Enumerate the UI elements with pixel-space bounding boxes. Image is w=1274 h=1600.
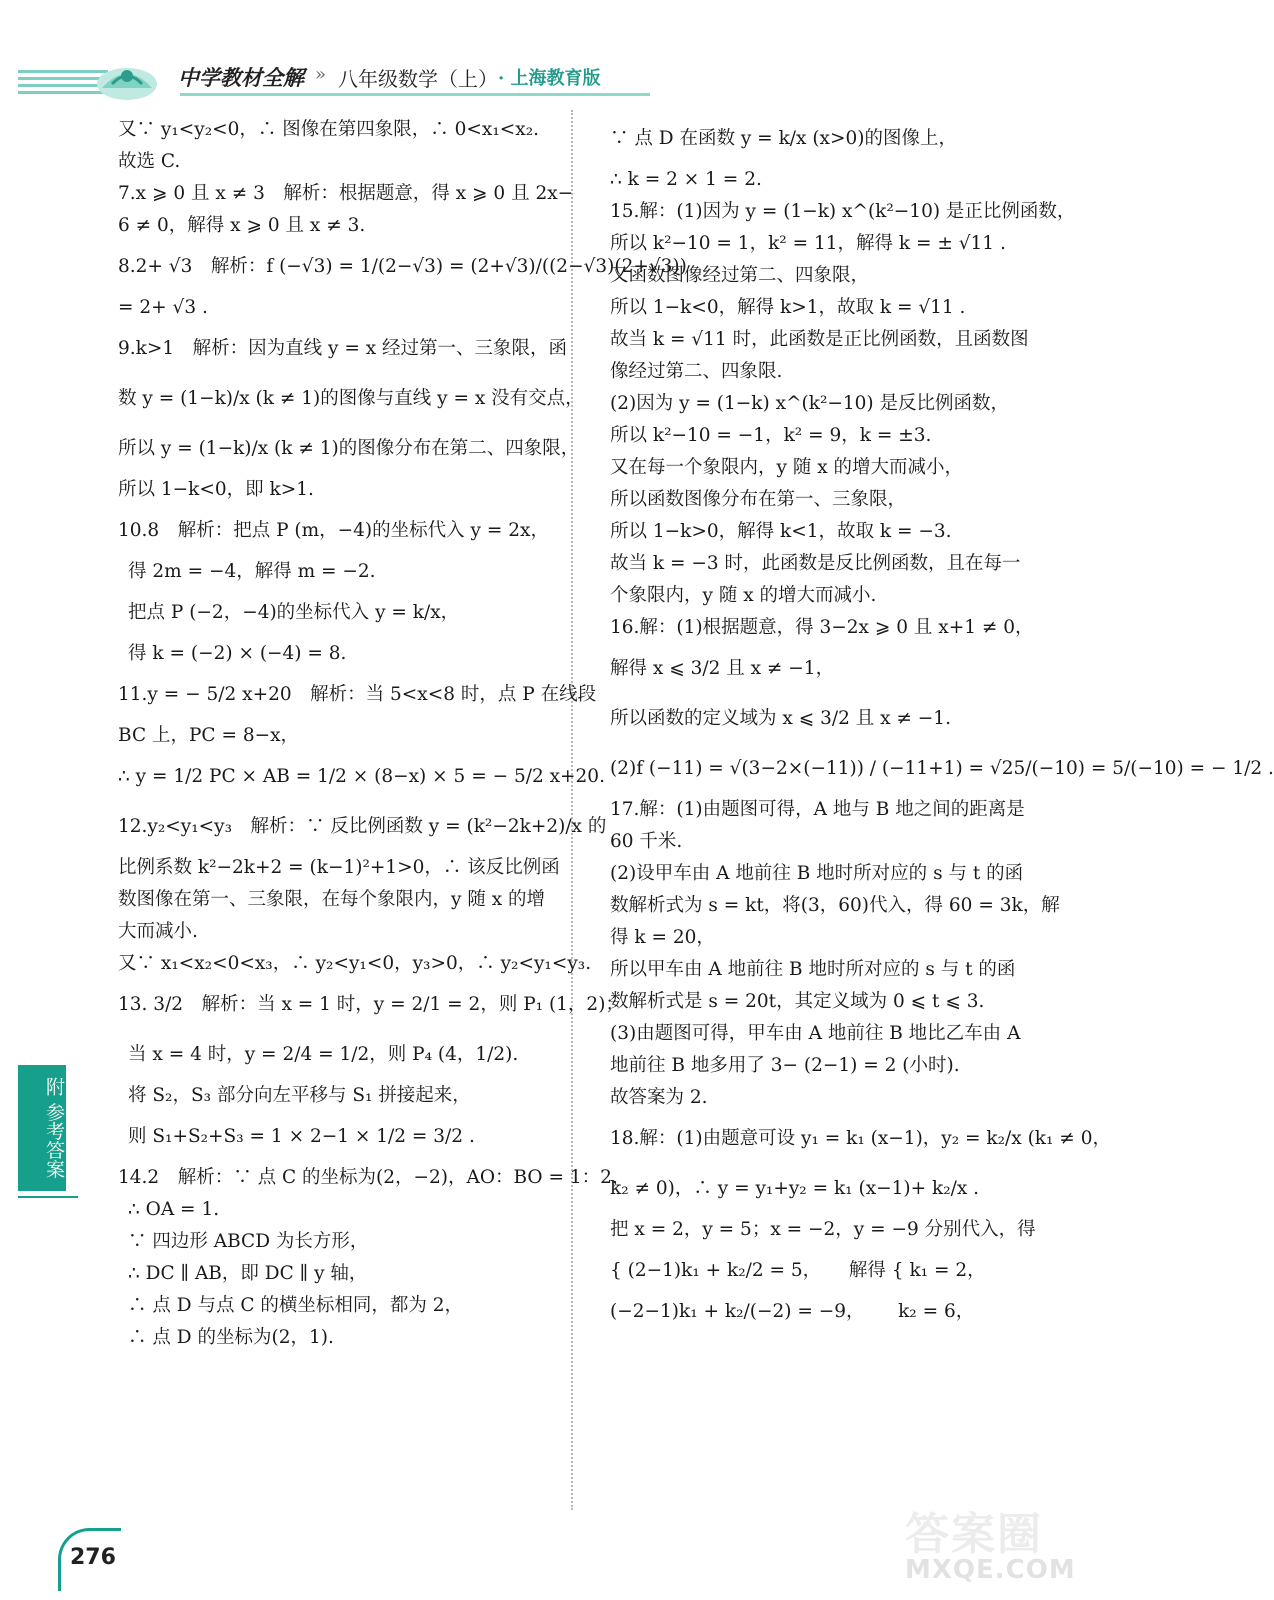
- book-subtitle: 八年级数学（上）: [338, 67, 498, 91]
- text-line: 所以甲车由 A 地前往 B 地时所对应的 s 与 t 的函: [610, 959, 1016, 980]
- text-line: BC 上，PC = 8−x，: [118, 725, 300, 746]
- text-line: 6 ≠ 0，解得 x ⩾ 0 且 x ≠ 3.: [118, 215, 366, 236]
- page-number: 276: [70, 1545, 116, 1570]
- text-line: 得 k = (−2) × (−4) = 8.: [128, 643, 347, 664]
- text-line: 故选 C.: [118, 151, 181, 172]
- text-line: 解得 x ⩽ 3/2 且 x ≠ −1，: [610, 658, 835, 679]
- text-line: (2)f (−11) = √(3−2×(−11)) / (−11+1) = √25/(−10) = 5/(−10) = − 1/2 .: [610, 758, 1274, 779]
- text-line: 得 k = 20，: [610, 927, 715, 948]
- text-line: 所以 1−k<0，解得 k>1，故取 k = √11 .: [610, 297, 966, 318]
- text-line: 16.解：(1)根据题意，得 3−2x ⩾ 0 且 x+1 ≠ 0，: [610, 617, 1034, 638]
- text-line: 把点 P (−2，−4)的坐标代入 y = k/x，: [128, 602, 460, 623]
- text-line: k₂ ≠ 0)，∴ y = y₁+y₂ = k₁ (x−1)+ k₂/x .: [610, 1178, 980, 1199]
- text-line: ∴ OA = 1.: [128, 1199, 220, 1220]
- book-logo-icon: [92, 54, 162, 102]
- text-line: ∴ DC ∥ AB，即 DC ∥ y 轴，: [128, 1263, 368, 1284]
- text-line: 数 y = (1−k)/x (k ≠ 1)的图像与直线 y = x 没有交点，: [118, 388, 584, 409]
- text-line: ∴ k = 2 × 1 = 2.: [610, 169, 762, 190]
- text-line: 所以函数的定义域为 x ⩽ 3/2 且 x ≠ −1.: [610, 708, 951, 729]
- text-line: (2)设甲车由 A 地前往 B 地时所对应的 s 与 t 的函: [610, 863, 1024, 884]
- right-column: [610, 114, 1274, 1328]
- column-divider: [571, 110, 573, 1510]
- equation-system-line: (−2−1)k₁ + k₂/(−2) = −9， k₂ = 6，: [610, 1301, 975, 1322]
- page-header: [0, 0, 1080, 100]
- text-line: 比例系数 k²−2k+2 = (k−1)²+1>0，∴ 该反比例函: [118, 857, 560, 878]
- text-line: (3)由题图可得，甲车由 A 地前往 B 地比乙车由 A: [610, 1023, 1021, 1044]
- text-line: 17.解：(1)由题图可得，A 地与 B 地之间的距离是: [610, 799, 1025, 820]
- text-line: 故当 k = −3 时，此函数是反比例函数，且在每一: [610, 553, 1021, 574]
- text-line: 得 2m = −4，解得 m = −2.: [128, 561, 376, 582]
- text-line: = 2+ √3 .: [118, 297, 208, 318]
- header-rule: [180, 93, 650, 96]
- publisher-label: · 上海教育版: [498, 68, 601, 89]
- watermark-url: MXQE.COM: [905, 1555, 1076, 1585]
- text-line: 数图像在第一、三象限，在每个象限内，y 随 x 的增: [118, 889, 546, 910]
- text-line: 所以 k²−10 = −1，k² = 9，k = ±3.: [610, 425, 932, 446]
- text-line: ∴ y = 1/2 PC × AB = 1/2 × (8−x) × 5 = − 5/2 x+20.: [118, 766, 605, 787]
- book-title: 中学教材全解: [178, 65, 304, 90]
- text-line: 个象限内，y 随 x 的增大而减小.: [610, 585, 877, 606]
- text-line: 15.解：(1)因为 y = (1−k) x^(k²−10) 是正比例函数，: [610, 201, 1076, 222]
- text-line: ∴ 点 D 的坐标为(2，1).: [128, 1327, 334, 1348]
- chevron-right-icon: »: [315, 64, 327, 85]
- text-line: 60 千米.: [610, 831, 683, 852]
- text-line: 13. 3/2 解析：当 x = 1 时，y = 2/1 = 2，则 P₁ (1，2)；: [118, 994, 624, 1015]
- side-tab-rule: [18, 1196, 78, 1198]
- text-line: 又在每一个象限内，y 随 x 的增大而减小，: [610, 457, 964, 478]
- text-line: 当 x = 4 时，y = 2/4 = 1/2，则 P₄ (4，1/2).: [128, 1044, 519, 1065]
- text-line: 所以 1−k<0，即 k>1.: [118, 479, 314, 500]
- text-line: 故当 k = √11 时，此函数是正比例函数，且函数图: [610, 329, 1029, 350]
- text-line: 7.x ⩾ 0 且 x ≠ 3 解析：根据题意，得 x ⩾ 0 且 2x−: [118, 183, 574, 204]
- text-line: ∵ 四边形 ABCD 为长方形，: [128, 1231, 369, 1252]
- text-line: ∴ 点 D 与点 C 的横坐标相同，都为 2，: [128, 1295, 464, 1316]
- text-line: 地前往 B 地多用了 3− (2−1) = 2 (小时).: [610, 1055, 960, 1076]
- watermark-title: 答案圈: [905, 1509, 1043, 1560]
- text-line: 10.8 解析：把点 P (m，−4)的坐标代入 y = 2x，: [118, 520, 549, 541]
- text-line: 将 S₂，S₃ 部分向左平移与 S₁ 拼接起来，: [128, 1085, 471, 1106]
- text-line: (2)因为 y = (1−k) x^(k²−10) 是反比例函数，: [610, 393, 1010, 414]
- text-line: 故答案为 2.: [610, 1087, 708, 1108]
- text-line: 又∵ y₁<y₂<0，∴ 图像在第四象限，∴ 0<x₁<x₂.: [118, 119, 540, 140]
- text-line: 所以 k²−10 = 1，k² = 11，解得 k = ± √11 .: [610, 233, 1006, 254]
- text-line: 又函数图像经过第二、四象限，: [610, 265, 870, 286]
- text-line: 数解析式为 s = kt，将(3，60)代入，得 60 = 3k，解: [610, 895, 1060, 916]
- text-line: 数解析式是 s = 20t，其定义域为 0 ⩽ t ⩽ 3.: [610, 991, 985, 1012]
- text-line: 所以 y = (1−k)/x (k ≠ 1)的图像分布在第二、四象限，: [118, 438, 580, 459]
- text-line: 14.2 解析：∵ 点 C 的坐标为(2，−2)，AO：BO = 1：2，: [118, 1167, 631, 1188]
- text-line: 8.2+ √3 解析：f (−√3) = 1/(2−√3) = (2+√3)/((2−√3)(2+√3)): [118, 256, 687, 277]
- text-line: 11.y = − 5/2 x+20 解析：当 5<x<8 时，点 P 在线段: [118, 684, 597, 705]
- text-line: 又∵ x₁<x₂<0<x₃，∴ y₂<y₁<0，y₃>0，∴ y₂<y₁<y₃.: [118, 953, 592, 974]
- appendix-side-tab: 附 参考答案: [18, 1065, 66, 1191]
- equation-system-line: { (2−1)k₁ + k₂/2 = 5， 解得 { k₁ = 2，: [610, 1260, 986, 1281]
- text-line: 18.解：(1)由题意可设 y₁ = k₁ (x−1)，y₂ = k₂/x (k₁ ≠ 0，: [610, 1128, 1111, 1149]
- text-line: 则 S₁+S₂+S₃ = 1 × 2−1 × 1/2 = 3/2 .: [128, 1126, 475, 1147]
- text-line: 12.y₂<y₁<y₃ 解析：∵ 反比例函数 y = (k²−2k+2)/x 的: [118, 816, 607, 837]
- text-line: 9.k>1 解析：因为直线 y = x 经过第一、三象限，函: [118, 338, 568, 359]
- text-line: ∵ 点 D 在函数 y = k/x (x>0)的图像上，: [610, 128, 957, 149]
- text-line: 所以函数图像分布在第一、三象限，: [610, 489, 907, 510]
- text-line: 所以 1−k>0，解得 k<1，故取 k = −3.: [610, 521, 952, 542]
- text-line: 把 x = 2，y = 5；x = −2，y = −9 分别代入，得: [610, 1219, 1036, 1240]
- text-line: 大而减小.: [118, 921, 198, 942]
- text-line: 像经过第二、四象限.: [610, 361, 783, 382]
